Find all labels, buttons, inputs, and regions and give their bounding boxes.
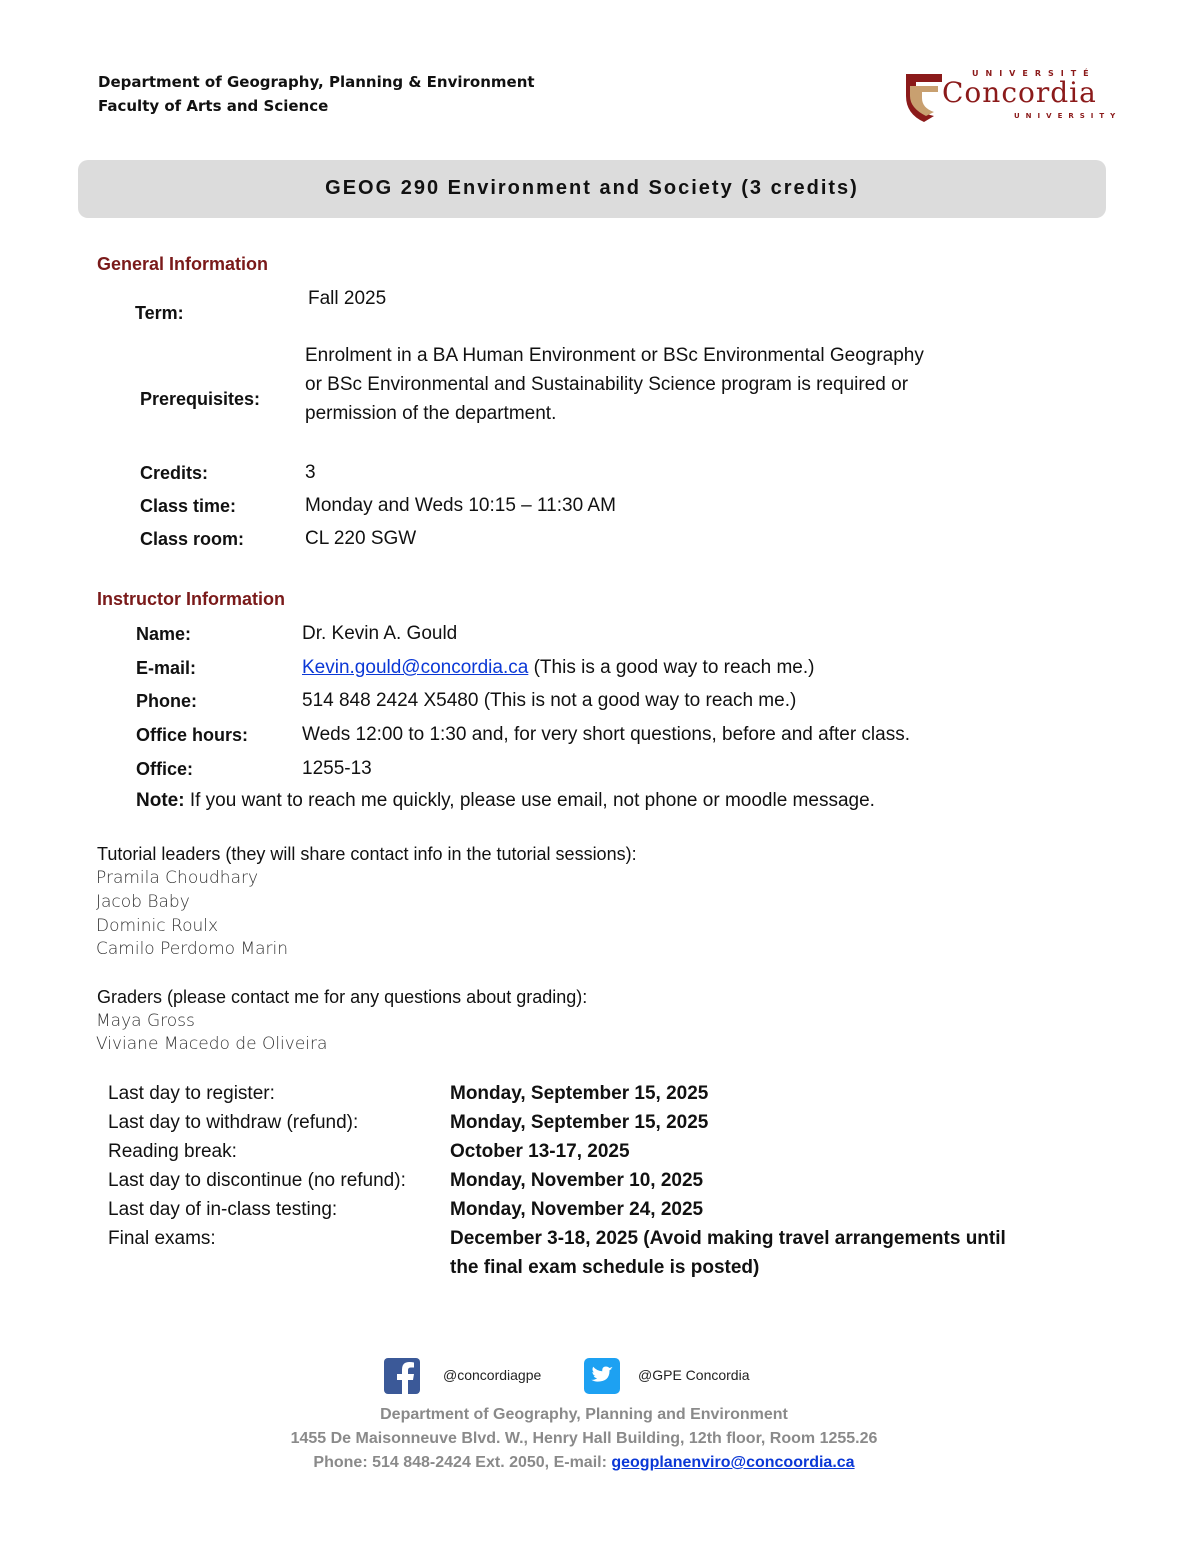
date-value: Monday, September 15, 2025 <box>450 1112 709 1133</box>
course-title-bar <box>78 160 1106 218</box>
tutorial-leader: Dominic Roulx <box>96 916 219 936</box>
logo-wordmark: Concordia <box>942 76 1097 109</box>
twitter-handle[interactable]: @GPE Concordia <box>638 1367 750 1383</box>
note-text: If you want to reach me quickly, please use email, not phone or moodle message. <box>184 790 875 811</box>
concordia-logo <box>904 66 1124 128</box>
date-label: Last day to discontinue (no refund): <box>108 1170 406 1191</box>
logo-top-text: UNIVERSITÉ <box>972 69 1096 78</box>
tutorial-leader: Pramila Choudhary <box>96 868 259 888</box>
phone-value: 514 848 2424 X5480 (This is not a good way to reach me.) <box>302 690 797 711</box>
name-label: Name: <box>136 624 192 644</box>
general-info-heading: General Information <box>97 254 269 274</box>
instructor-info-heading: Instructor Information <box>97 589 285 609</box>
graders-heading: Graders (please contact me for any questions about grading): <box>97 987 588 1007</box>
date-value: Monday, November 24, 2025 <box>450 1199 704 1220</box>
email-row <box>302 657 814 679</box>
office-hours-label: Office hours: <box>136 725 249 745</box>
credits-value: 3 <box>305 462 316 483</box>
twitter-icon[interactable] <box>584 1358 620 1394</box>
term-label: Term: <box>135 303 184 323</box>
office-label: Office: <box>136 759 194 779</box>
note-label: Note: <box>136 790 185 811</box>
concordia-crest-icon <box>904 68 944 124</box>
prereq-line-3: permission of the department. <box>305 403 557 424</box>
date-value: Monday, November 10, 2025 <box>450 1170 704 1191</box>
tutorial-heading: Tutorial leaders (they will share contact info in the tutorial sessions): <box>97 844 637 864</box>
phone-label: Phone: <box>136 691 197 711</box>
footer-address: 1455 De Maisonneuve Blvd. W., Henry Hall Building, 12th floor, Room 1255.26 <box>290 1430 878 1447</box>
date-label: Last day to register: <box>108 1083 275 1104</box>
footer-contact <box>0 1454 1168 1472</box>
faculty-name: Faculty of Arts and Science <box>98 97 329 115</box>
date-value: Monday, September 15, 2025 <box>450 1083 709 1104</box>
prereq-line-1: Enrolment in a BA Human Environment or BSc Environmental Geography <box>305 345 924 366</box>
date-value: December 3-18, 2025 (Avoid making travel arrangements until <box>450 1228 1006 1249</box>
facebook-handle[interactable]: @concordiagpe <box>443 1367 542 1383</box>
class-room-value: CL 220 SGW <box>305 528 417 549</box>
prereq-label: Prerequisites: <box>140 389 261 409</box>
tutorial-leader: Camilo Perdomo Marin <box>96 939 289 959</box>
class-time-value: Monday and Weds 10:15 – 11:30 AM <box>305 495 616 516</box>
email-note: (This is a good way to reach me.) <box>528 657 815 678</box>
date-value: October 13-17, 2025 <box>450 1141 630 1162</box>
date-label: Reading break: <box>108 1141 237 1162</box>
footer-phone: Phone: 514 848-2424 Ext. 2050, E-mail: <box>313 1454 612 1471</box>
instructor-email-link[interactable]: Kevin.gould@concordia.ca <box>302 657 529 678</box>
facebook-icon[interactable] <box>384 1358 420 1394</box>
course-title: GEOG 290 Environment and Society (3 credits) <box>325 177 859 199</box>
class-room-label: Class room: <box>140 529 245 549</box>
grader: Maya Gross <box>96 1011 195 1031</box>
footer-email-link[interactable]: geogplanenviro@concoordia.ca <box>611 1454 855 1471</box>
date-label: Last day of in-class testing: <box>108 1199 338 1220</box>
date-value-continued: the final exam schedule is posted) <box>450 1257 760 1278</box>
note-row <box>136 790 875 812</box>
department-name: Department of Geography, Planning & Environment <box>98 73 535 91</box>
credits-label: Credits: <box>140 463 209 483</box>
grader: Viviane Macedo de Oliveira <box>96 1034 328 1054</box>
office-value: 1255-13 <box>302 758 372 779</box>
footer-department: Department of Geography, Planning and Environment <box>380 1406 788 1423</box>
class-time-label: Class time: <box>140 496 237 516</box>
date-label: Final exams: <box>108 1228 216 1249</box>
logo-bottom-text: UNIVERSITY <box>1014 112 1122 120</box>
name-value: Dr. Kevin A. Gould <box>302 623 458 644</box>
date-label: Last day to withdraw (refund): <box>108 1112 359 1133</box>
email-label: E-mail: <box>136 658 197 678</box>
office-hours-value: Weds 12:00 to 1:30 and, for very short questions, before and after class. <box>302 724 910 745</box>
prereq-line-2: or BSc Environmental and Sustainability Science program is required or <box>305 374 909 395</box>
term-value: Fall 2025 <box>308 288 387 309</box>
tutorial-leader: Jacob Baby <box>96 892 190 912</box>
